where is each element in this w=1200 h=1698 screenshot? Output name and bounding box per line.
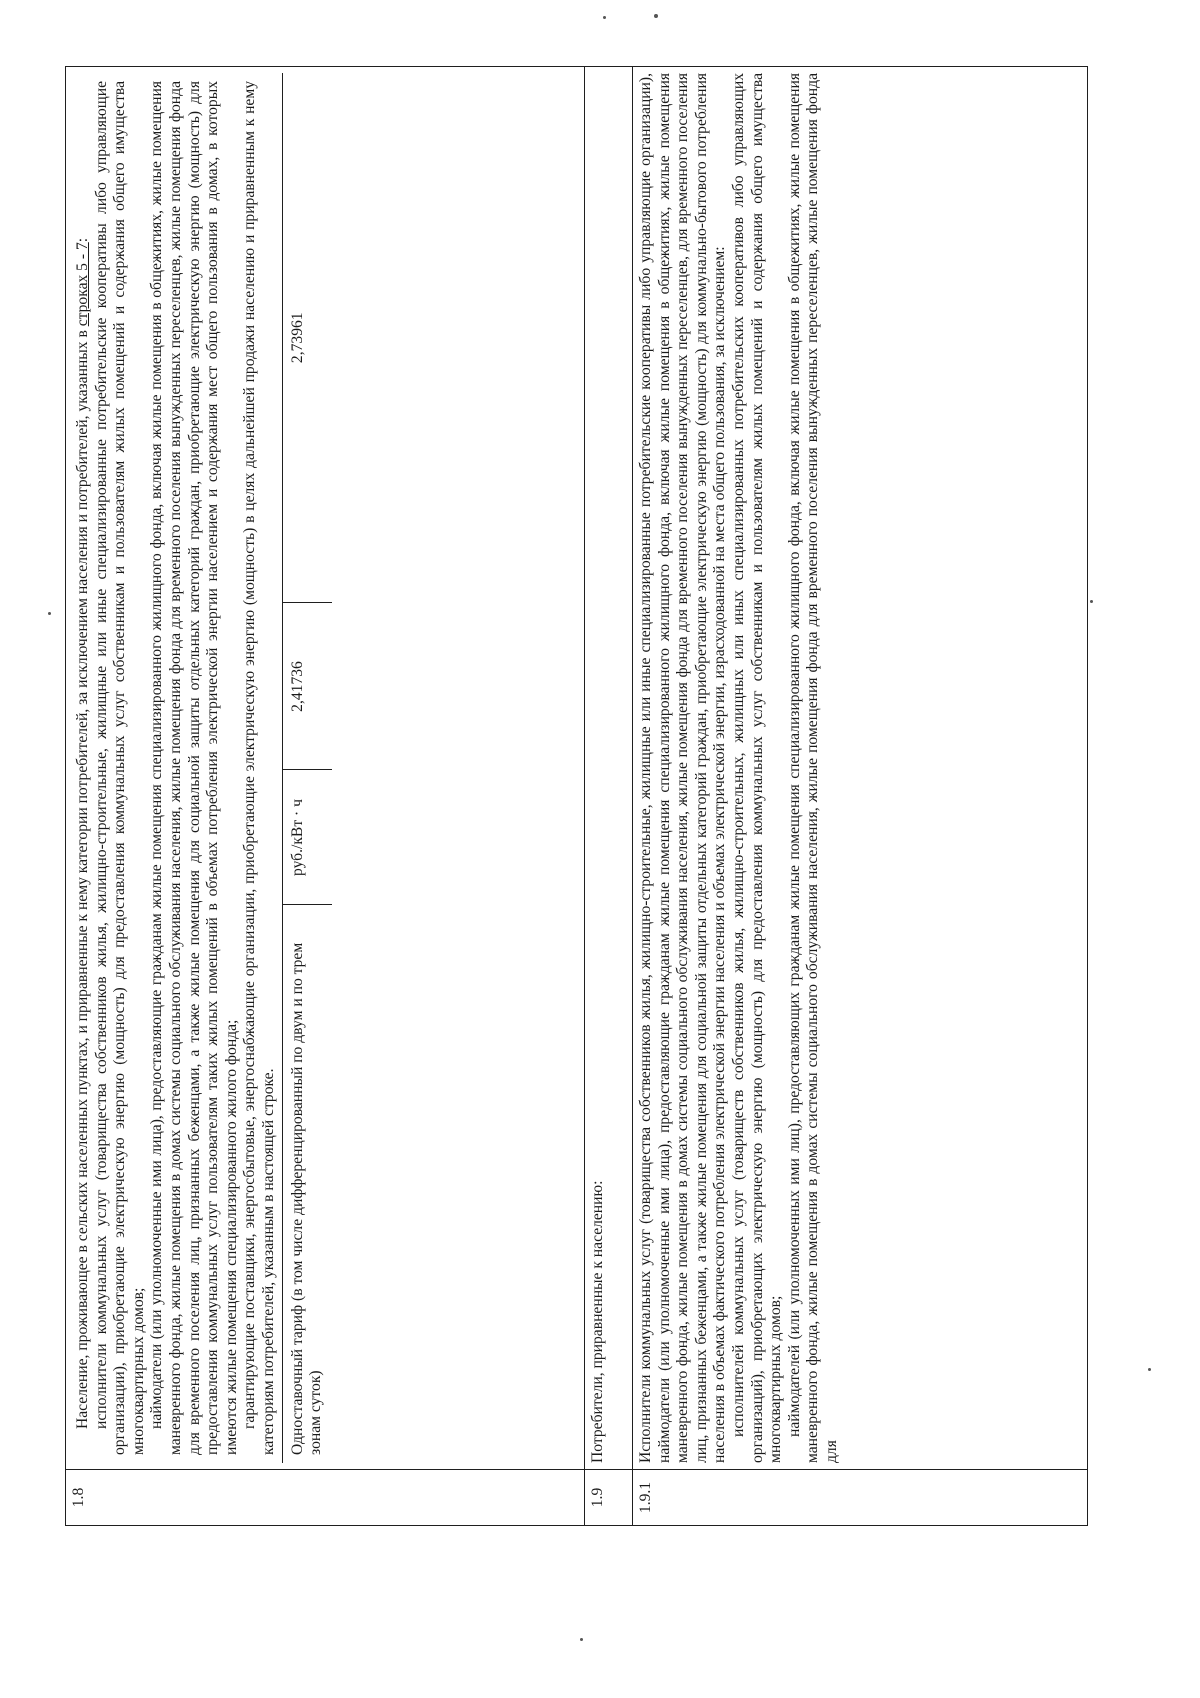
scan-speck bbox=[1090, 600, 1093, 603]
tariff-subtable bbox=[282, 73, 332, 1463]
paragraph: Население, проживающее в сельских населенных пунктах, и приравненные к нему категории потребителей, за исключением населения и потребителей, указанных в строках 5 - 7: bbox=[74, 237, 91, 1429]
tariff-value-first: 2,41736 bbox=[282, 603, 332, 770]
row-number: 1.9 bbox=[585, 1470, 633, 1526]
tariff-unit: руб./кВт · ч bbox=[282, 770, 332, 905]
tariff-label: Одноставочный тариф (в том числе дифференцированный по двум и по трем зонам суток) bbox=[282, 905, 332, 1463]
scan-speck bbox=[654, 14, 658, 18]
table-row bbox=[585, 67, 633, 1526]
paragraph: гарантирующие поставщики, энергосбытовые, энергоснабжающие организации, приобретающие электрическую энергию (мощность) в целях дальнейшей продажи населению и приравненным к нему категориям потребителей, указанным в настоящей строке. bbox=[241, 81, 277, 1455]
paragraph: наймодателей (или уполномоченных ими лиц), предоставляющих гражданам жилые помещения специализированного жилищного фонда, включая жилые помещения в общежитиях, жилые помещения маневренного фонда, жилые помещения в домах системы социального обслуживания населения, жилые помещения фонда для временного поселения вынужденных переселенцев, жилые помещения фонда для bbox=[785, 73, 840, 1463]
row-content bbox=[66, 67, 585, 1470]
paragraph: исполнители коммунальных услуг (товарищества собственников жилья, жилищно-строительные, жилищные или иные специализированные потребительские кооперативы либо управляющие организации), приобретающие электрическую энергию (мощность) для предоставления коммунальных услуг собственникам и пользователям жилых помещений и содержания общего имущества многоквартирных домов; bbox=[92, 81, 147, 1455]
table-row bbox=[66, 67, 585, 1526]
scan-speck bbox=[603, 16, 606, 19]
rows-reference-link[interactable]: строках 5 - 7 bbox=[74, 242, 91, 327]
rotated-page bbox=[65, 66, 1087, 1526]
scan-speck bbox=[48, 612, 51, 615]
paragraph: наймодатели (или уполномоченные ими лица), предоставляющие гражданам жилые помещения специализированного жилищного фонда, включая жилые помещения в общежитиях, жилые помещения маневренного фонда, жилые помещения в домах системы социального обслуживания населения, жилые помещения фонда для временного поселения вынужденных переселенцев, жилые помещения фонда для временного поселения лиц, признанных беженцами, а также жилые помещения для социальной защиты отдельных категорий граждан, приобретающие электрическую энергию (мощность) для предоставления коммунальных услуг пользователям таких жилых помещений в объемах потребления электрической энергии населением и содержания мест общего пользования в домах, в которых имеются жилые помещения специализированного жилого фонда; bbox=[148, 81, 240, 1455]
row-number: 1.9.1 bbox=[633, 1470, 1088, 1526]
scan-speck bbox=[580, 1638, 583, 1641]
paragraph: исполнителей коммунальных услуг (товариществ собственников жилья, жилищно-строительных, жилищных или иных специализированных потребительских кооперативов либо управляющих организаций), приобретающих электрическую энергию (мощность) для предоставления коммунальных услуг собственникам и пользователям жилых помещений и содержания общего имущества многоквартирных домов; bbox=[729, 73, 785, 1463]
scan-speck bbox=[1148, 1368, 1151, 1371]
table-row bbox=[633, 67, 1088, 1526]
row-content: Потребители, приравненные к населению: bbox=[585, 67, 633, 1470]
row-content bbox=[633, 67, 1088, 1470]
row-number: 1.8 bbox=[66, 1470, 585, 1526]
tariff-row bbox=[282, 73, 332, 1463]
tariff-table bbox=[65, 66, 1088, 1526]
paragraph: Исполнители коммунальных услуг (товарищества собственников жилья, жилищно-строительные, жилищные или иные специализированные потребительские кооперативы либо управляющие организации), наймодатели (или уполномоченные ими лица), предоставляющие гражданам жилые помещения специализированного жилищного фонда, включая жилые помещения в общежитиях, жилые помещения маневренного фонда, жилые помещения в домах системы социального обслуживания населения, жилые помещения фонда для временного поселения вынужденных переселенцев, для временного поселения лиц, признанных беженцами, а также жилые помещения для социальной защиты отдельных категорий граждан, приобретающие электрическую энергию (мощность) для коммунально-бытового потребления населения в объемах фактического потребления электрической энергии населения и объемах электрической энергии, израсходованной на места общего пользования, за исключением: bbox=[637, 73, 729, 1463]
tariff-value-second: 2,73961 bbox=[282, 73, 332, 603]
